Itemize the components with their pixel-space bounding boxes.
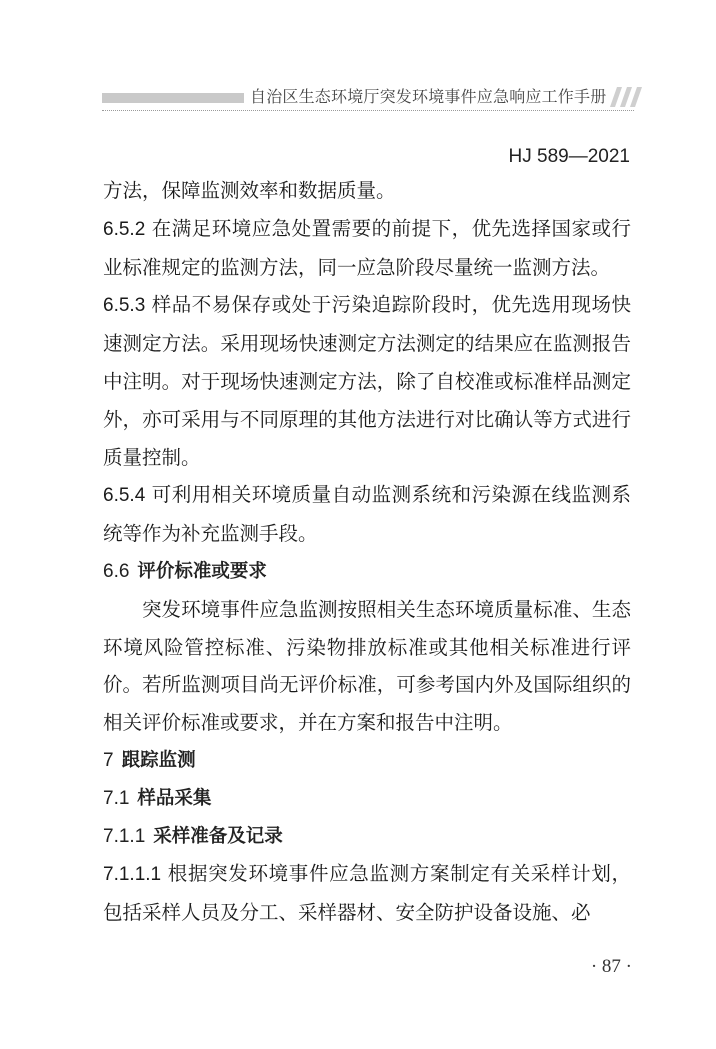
page-number: · 87 · xyxy=(590,956,632,977)
header-decorative-bar xyxy=(102,93,244,103)
running-header xyxy=(102,80,634,114)
clause-6-5-2 xyxy=(103,210,631,287)
clause-6-5-3 xyxy=(103,286,631,476)
paragraph-text: 方法，保障监测效率和数据质量。 xyxy=(103,179,396,202)
section-heading-7 xyxy=(103,742,631,780)
standard-code: HJ 589—2021 xyxy=(508,146,630,167)
body-text xyxy=(103,172,631,932)
header-title: 自治区生态环境厅突发环境事件应急响应工作手册 xyxy=(250,87,607,106)
paragraph-evaluation xyxy=(103,591,631,742)
header-dotted-rule xyxy=(102,110,634,111)
paragraph-text: 突发环境事件应急监测按照相关生态环境质量标准、生态环境风险管控标准、污染物排放标准或其他相关标准进行评价。若所监测项目尚无评价标准，可参考国内外及国际组织的相关评价标准或要求，并在方案和报告中注明。 xyxy=(103,597,631,735)
clause-text: 样品不易保存或处于污染追踪阶段时，优先选用现场快速测定方法。采用现场快速测定方法测定的结果应在监测报告中注明。对于现场快速测定方法，除了自校准或标准样品测定外，亦可采用与不同原理的其他方法进行对比确认等方式进行质量控制。 xyxy=(103,293,631,469)
section-number: 7.1.1 xyxy=(103,825,146,847)
clause-number: 6.5.4 xyxy=(103,485,146,507)
paragraph-continuation xyxy=(103,172,631,210)
header-slash-ornament xyxy=(602,85,642,109)
section-heading-6-6 xyxy=(103,553,631,591)
section-number: 6.6 xyxy=(103,560,130,582)
section-heading-7-1-1 xyxy=(103,818,631,856)
section-number: 7.1 xyxy=(103,787,130,809)
section-title: 跟踪监测 xyxy=(121,749,196,771)
clause-number: 6.5.2 xyxy=(103,218,146,240)
section-title: 采样准备及记录 xyxy=(153,825,283,847)
section-title: 样品采集 xyxy=(137,787,212,809)
section-heading-7-1 xyxy=(103,780,631,818)
clause-text: 在满足环境应急处置需要的前提下，优先选择国家或行业标准规定的监测方法，同一应急阶段尽量统一监测方法。 xyxy=(103,216,631,279)
clause-number: 7.1.1.1 xyxy=(103,864,162,886)
clause-number: 6.5.3 xyxy=(103,295,146,317)
clause-text: 根据突发环境事件应急监测方案制定有关采样计划，包括采样人员及分工、采样器材、安全防护设备设施、必 xyxy=(103,862,631,925)
clause-6-5-4 xyxy=(103,476,631,553)
clause-text: 可利用相关环境质量自动监测系统和污染源在线监测系统等作为补充监测手段。 xyxy=(103,483,631,546)
clause-7-1-1-1 xyxy=(103,855,631,932)
section-number: 7 xyxy=(103,749,114,771)
section-title: 评价标准或要求 xyxy=(137,560,267,582)
